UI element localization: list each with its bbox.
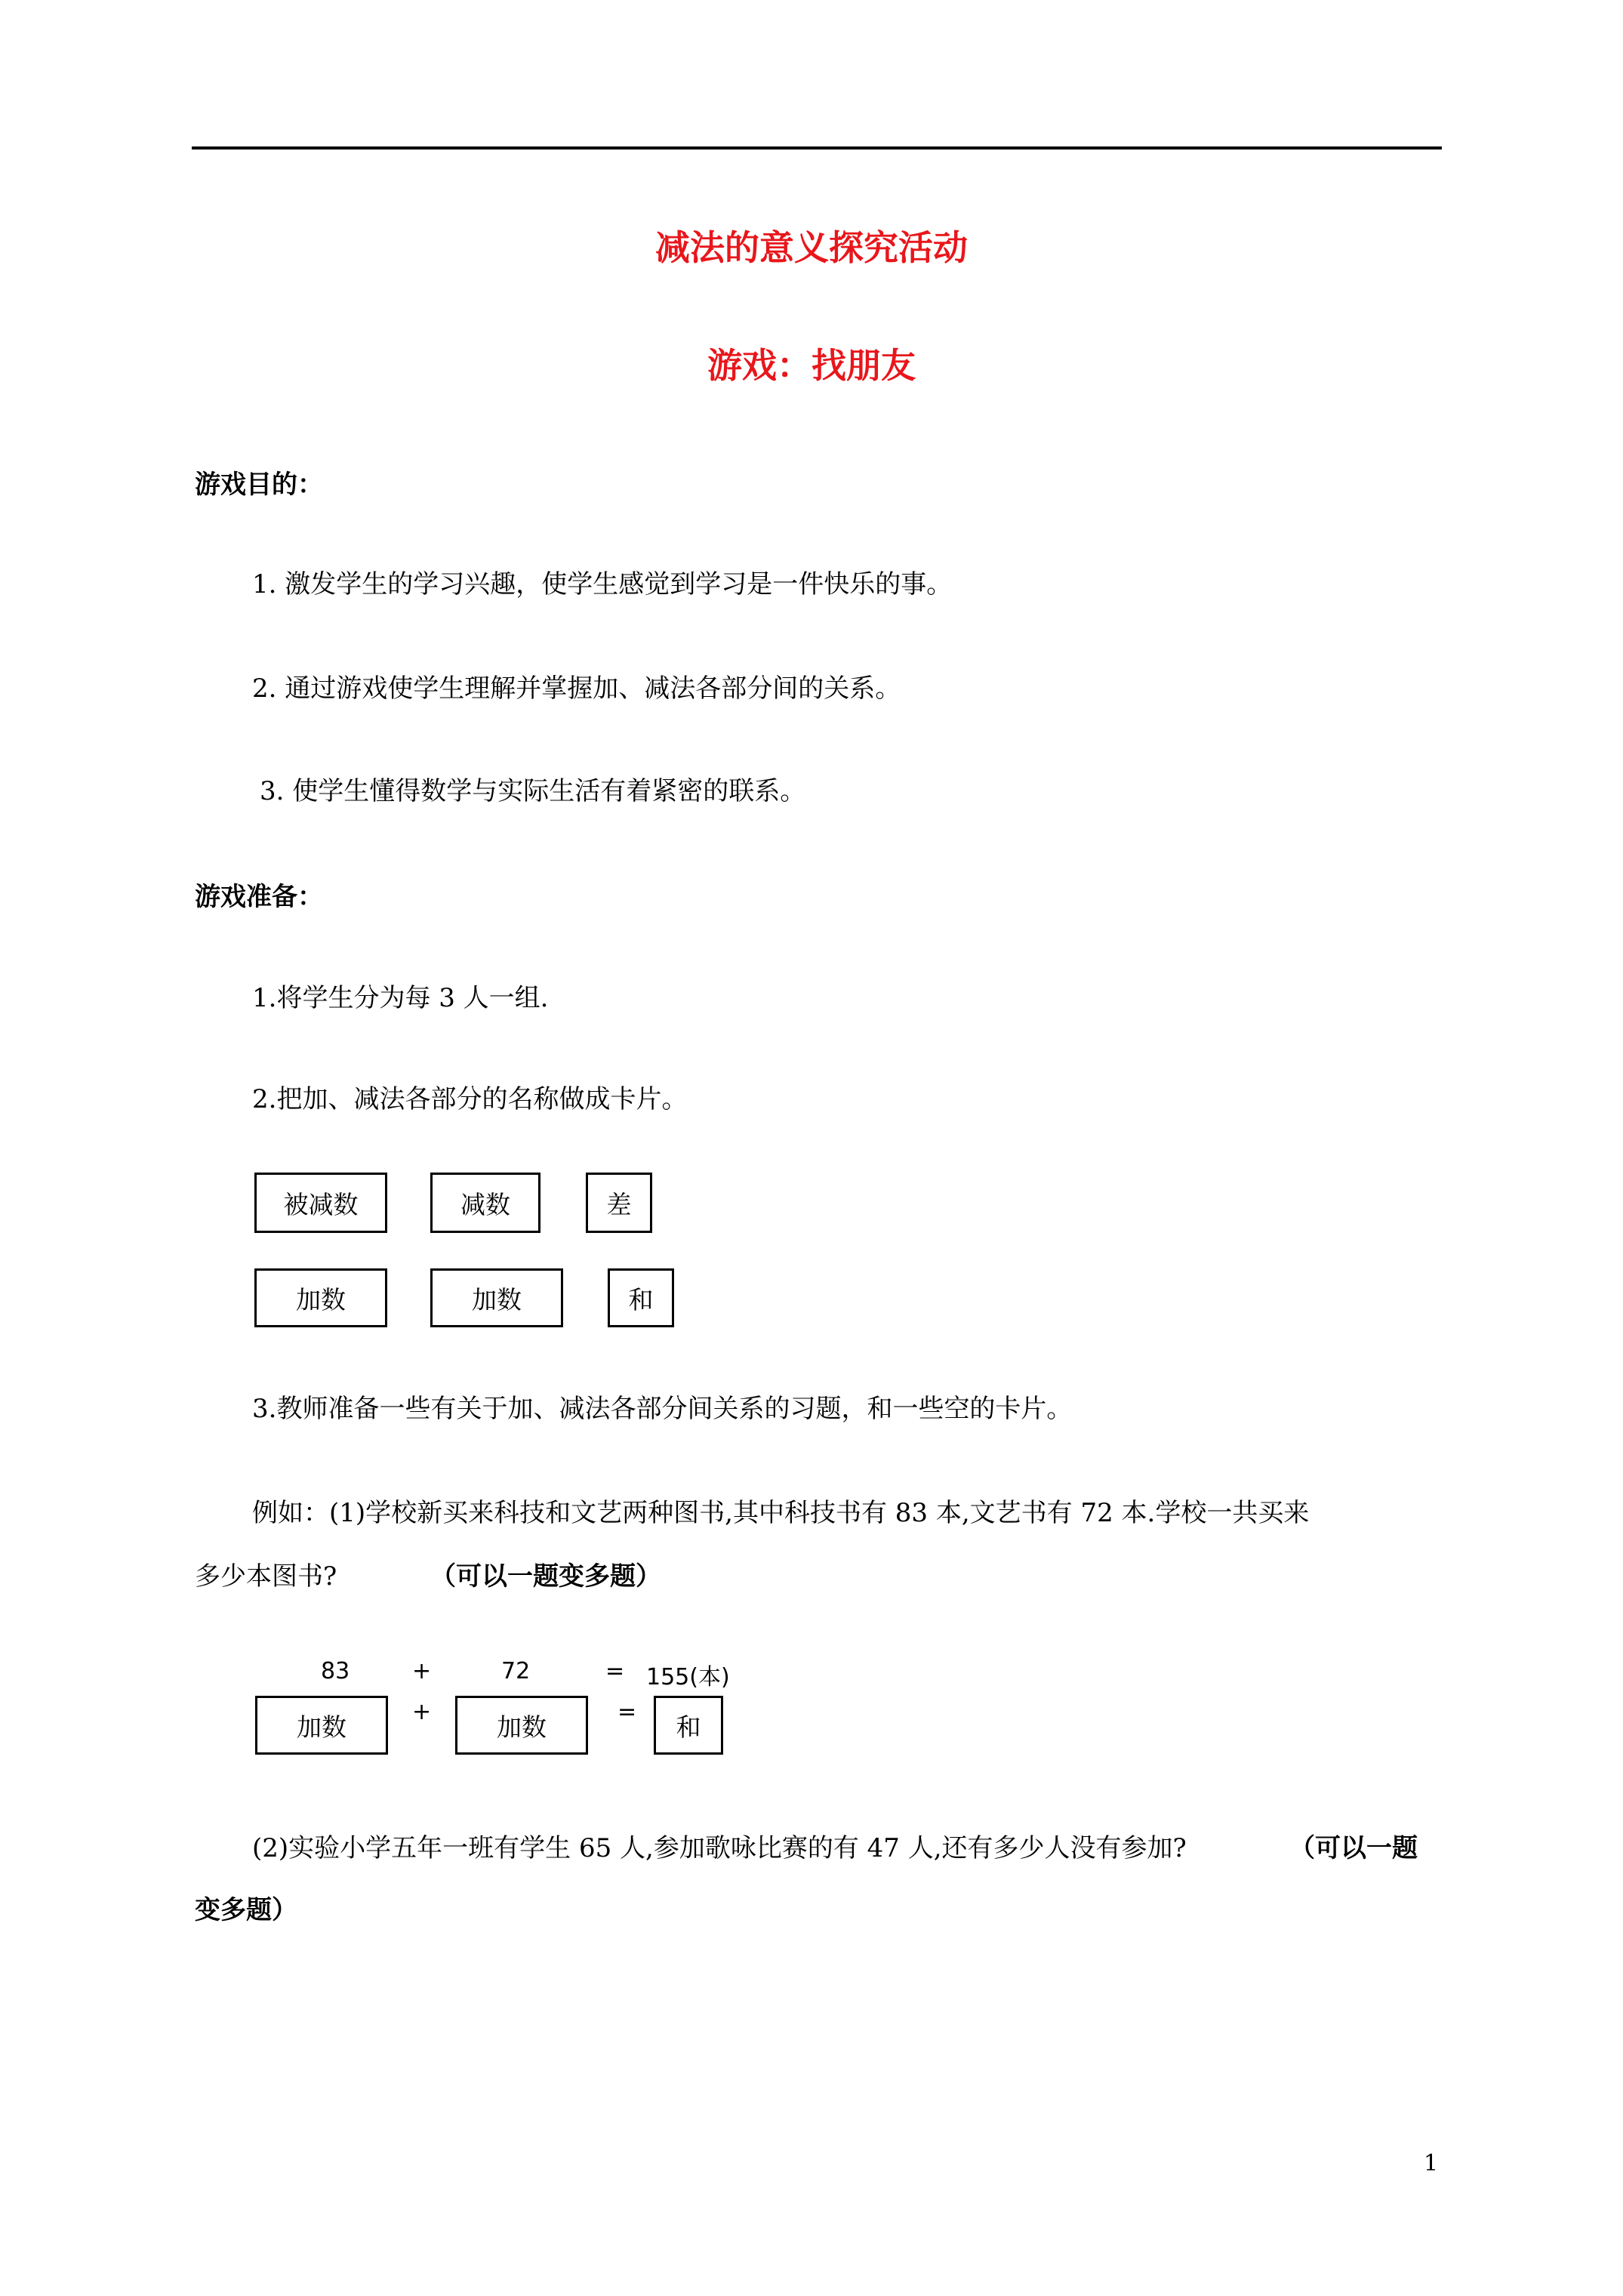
card-difference: 差 <box>586 1173 652 1233</box>
purpose-item-2: 2. 通过游戏使学生理解并掌握加、减法各部分间的关系。 <box>252 673 901 704</box>
prep-item-3: 3.教师准备一些有关于加、减法各部分间关系的习题，和一些空的卡片。 <box>252 1394 1073 1424</box>
example-1-line-1: 例如：(1)学校新买来科技和文艺两种图书,其中科技书有 83 本,文艺书有 72 本.学校一共买来 <box>252 1498 1310 1528</box>
purpose-item-1: 1. 激发学生的学习兴趣，使学生感觉到学习是一件快乐的事。 <box>252 569 953 599</box>
card-subtrahend: 减数 <box>430 1173 540 1233</box>
equation-card-addend-1: 加数 <box>255 1696 388 1755</box>
equation-result: 155(本) <box>646 1664 730 1690</box>
equation-equals-bottom: = <box>617 1699 637 1725</box>
equation-equals-top: = <box>605 1658 625 1684</box>
example-2-line-1: (2)实验小学五年一班有学生 65 人,参加歌咏比赛的有 47 人,还有多少人没有参加? <box>252 1833 1187 1863</box>
equation-card-sum: 和 <box>654 1696 723 1755</box>
equation-plus-top: + <box>412 1658 432 1684</box>
equation-plus-bottom: + <box>412 1699 432 1725</box>
example-1-note: （可以一题变多题） <box>430 1561 661 1592</box>
card-addend-2: 加数 <box>430 1268 563 1327</box>
example-2-note-part-1: （可以一题 <box>1289 1833 1418 1863</box>
card-addend-1: 加数 <box>254 1268 387 1327</box>
page-title: 减法的意义探究活动 <box>655 227 968 268</box>
page-subtitle: 游戏：找朋友 <box>707 345 916 386</box>
equation-number-72: 72 <box>501 1658 531 1684</box>
card-minuend: 被减数 <box>254 1173 387 1233</box>
page-number: 1 <box>1424 2150 1439 2177</box>
example-2-note-part-2: 变多题） <box>195 1895 297 1925</box>
example-1-line-2: 多少本图书? <box>195 1561 337 1592</box>
prep-heading: 游戏准备： <box>195 882 323 912</box>
prep-item-2: 2.把加、减法各部分的名称做成卡片。 <box>252 1084 688 1114</box>
purpose-item-3: 3. 使学生懂得数学与实际生活有着紧密的联系。 <box>260 776 806 806</box>
header-rule <box>192 146 1442 149</box>
prep-item-1: 1.将学生分为每 3 人一组. <box>252 983 549 1013</box>
equation-number-83: 83 <box>321 1658 350 1684</box>
equation-card-addend-2: 加数 <box>455 1696 588 1755</box>
card-sum: 和 <box>608 1268 674 1327</box>
purpose-heading: 游戏目的： <box>195 470 323 500</box>
